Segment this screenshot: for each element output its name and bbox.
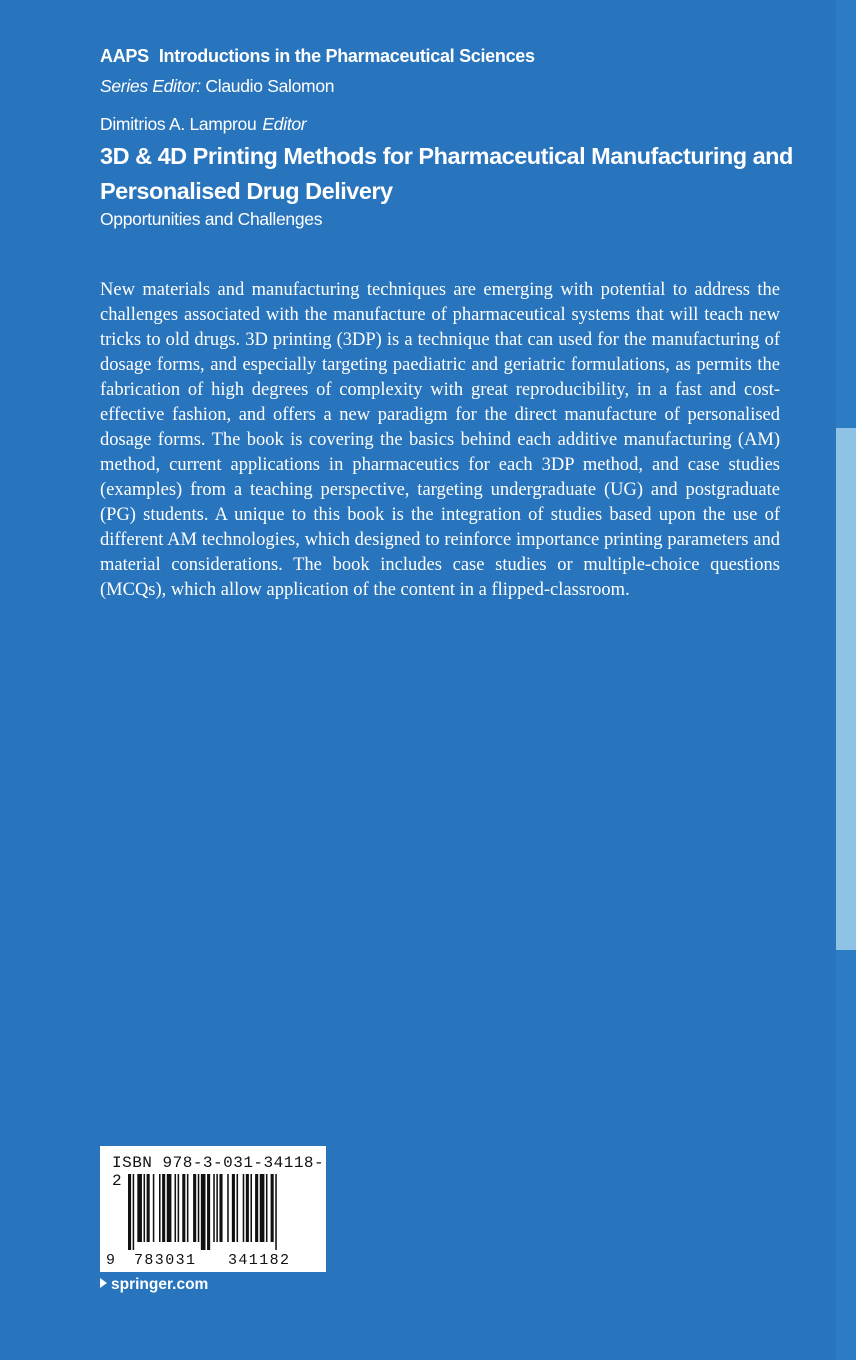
back-cover-blurb: New materials and manufacturing techniques are emerging with potential to address the challenges associated with the manufacture of pharmaceutical systems that will teach new tricks to old drugs. 3D printing (3DP) is a technique that can used for the manufacturing of dosage forms, and especially targeting paediatric and geriatric formulations, as permits the fabrication of high degrees of complexity with great reproducibility, in a fast and cost-effective fashion, and offers a new paradigm for the direct manufacture of personalised dosage forms. The book is covering the basics behind each additive manufacturing (AM) method, current applications in pharmaceutics for each 3DP method, and case studies (examples) from a teaching perspective, targeting undergraduate (UG) and postgraduate (PG) students. A unique to this book is the integration of studies based upon the use of different AM technologies, which designed to reinforce importance printing parameters and material considerations. The book includes case studies or multiple-choice questions (MCQs), which allow application of the content in a flipped-classroom. xyxy=(100,280,780,600)
barcode-digits-right: 341182 xyxy=(228,1252,291,1268)
barcode-digit-lead: 9 xyxy=(106,1252,116,1268)
series-editor-label: Series Editor: xyxy=(100,76,201,96)
triangle-arrow-icon xyxy=(100,1278,107,1288)
series-line xyxy=(100,46,535,67)
series-editor-name: Claudio Salomon xyxy=(205,76,335,96)
publisher-link[interactable] xyxy=(100,1276,208,1294)
series-name: Introductions in the Pharmaceutical Sciences xyxy=(158,46,535,66)
publisher-website: springer.com xyxy=(111,1276,209,1293)
spine-accent-bar xyxy=(836,428,856,950)
series-abbreviation: AAPS xyxy=(100,46,149,66)
editor-name: Dimitrios A. Lamprou xyxy=(100,114,257,134)
barcode-digits-left: 783031 xyxy=(134,1252,197,1268)
book-subtitle: Opportunities and Challenges xyxy=(100,209,323,229)
barcode-icon xyxy=(104,1174,322,1268)
isbn-barcode xyxy=(100,1146,326,1272)
isbn-label: ISBN 978-3-031-34118-2 xyxy=(112,1154,325,1190)
book-editor xyxy=(100,114,306,135)
series-editor xyxy=(100,76,334,97)
editor-role: Editor xyxy=(262,114,307,134)
book-title: 3D & 4D Printing Methods for Pharmaceutical Manufacturing and Personalised Drug Delivery xyxy=(100,143,793,204)
